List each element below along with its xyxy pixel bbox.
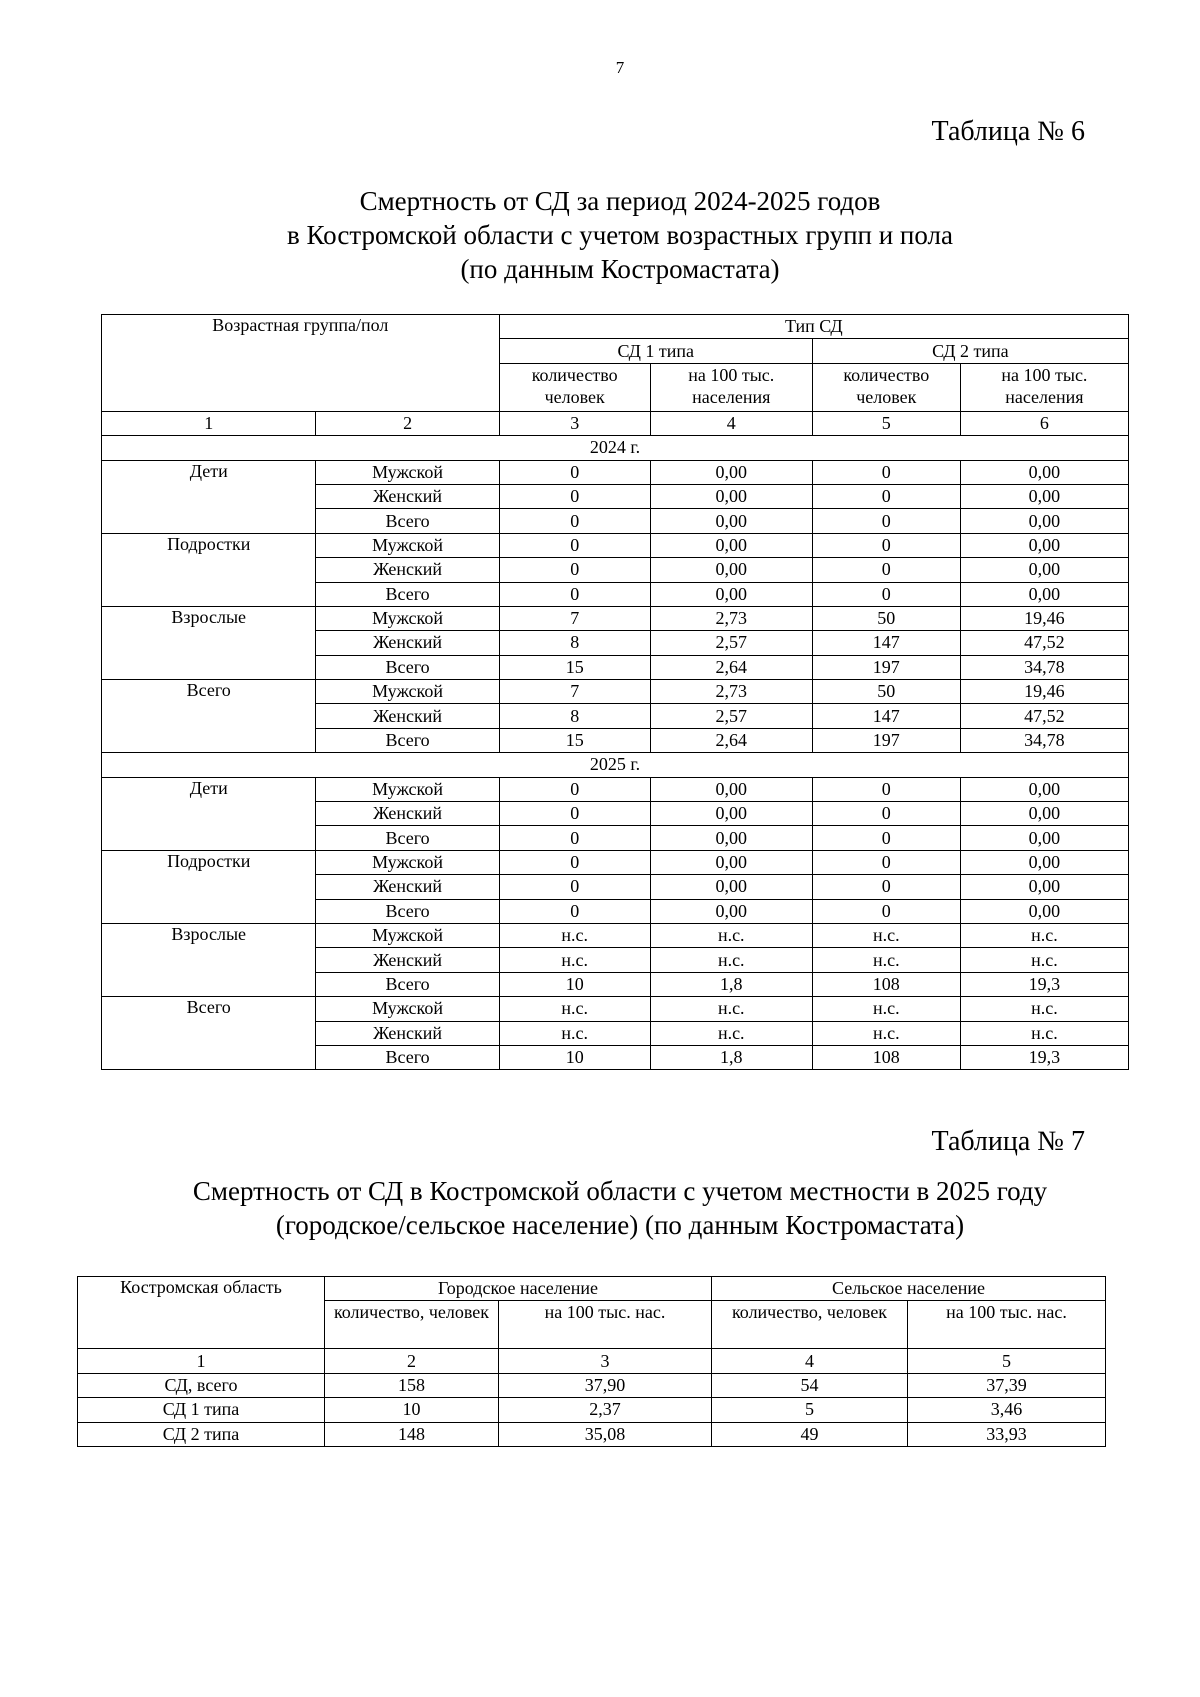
col-number: 5 — [908, 1349, 1106, 1373]
value-cell: 34,78 — [960, 728, 1128, 752]
value-cell: н.с. — [960, 1021, 1128, 1045]
value-cell: 1,8 — [650, 972, 812, 996]
value-cell: 0 — [812, 558, 960, 582]
value-cell: 0,00 — [960, 899, 1128, 923]
value-cell: н.с. — [960, 997, 1128, 1021]
value-cell: 19,46 — [960, 680, 1128, 704]
table-row — [78, 1373, 1106, 1397]
table7-title — [0, 1174, 1200, 1242]
sex-cell: Женский — [316, 875, 499, 899]
header-type2: СД 2 типа — [812, 339, 1128, 363]
col-number: 4 — [650, 411, 812, 435]
value-cell: 2,73 — [650, 606, 812, 630]
sex-cell: Мужской — [316, 680, 499, 704]
table6-title — [0, 184, 1200, 286]
value-cell: 0 — [499, 484, 650, 508]
sex-cell: Мужской — [316, 533, 499, 557]
sex-cell: Женский — [316, 948, 499, 972]
sex-cell: Женский — [316, 631, 499, 655]
row-label-cell: СД 2 типа — [78, 1422, 325, 1446]
value-cell: 0,00 — [650, 558, 812, 582]
age-group-cell: Подростки — [102, 850, 316, 923]
value-cell: 0,00 — [650, 777, 812, 801]
value-cell: н.с. — [960, 948, 1128, 972]
value-cell: 0,00 — [960, 826, 1128, 850]
header-count: количество, человек — [325, 1301, 499, 1349]
value-cell: н.с. — [499, 1021, 650, 1045]
header-per100k: на 100 тыс. населения — [960, 363, 1128, 411]
col-number: 5 — [812, 411, 960, 435]
value-cell: 0 — [499, 582, 650, 606]
value-cell: 0,00 — [650, 484, 812, 508]
value-cell: 0,00 — [960, 460, 1128, 484]
sex-cell: Мужской — [316, 606, 499, 630]
sex-cell: Всего — [316, 509, 499, 533]
value-cell: н.с. — [499, 948, 650, 972]
value-cell: 0,00 — [650, 850, 812, 874]
value-cell: 0 — [499, 802, 650, 826]
table-row — [102, 606, 1129, 630]
value-cell: 158 — [325, 1373, 499, 1397]
table-row — [102, 680, 1129, 704]
value-cell: 2,57 — [650, 631, 812, 655]
value-cell: 0,00 — [650, 460, 812, 484]
header-rural: Сельское население — [712, 1277, 1106, 1301]
table-row — [102, 460, 1129, 484]
value-cell: 0 — [499, 533, 650, 557]
header-count: количество, человек — [712, 1301, 908, 1349]
sex-cell: Всего — [316, 972, 499, 996]
sex-cell: Всего — [316, 826, 499, 850]
sex-cell: Мужской — [316, 923, 499, 947]
value-cell: 10 — [499, 1045, 650, 1069]
table7-caption: Таблица № 7 — [931, 1126, 1085, 1157]
year-row — [102, 753, 1129, 777]
value-cell: 0,00 — [650, 533, 812, 557]
value-cell: н.с. — [499, 923, 650, 947]
value-cell: 5 — [712, 1398, 908, 1422]
value-cell: 0,00 — [650, 875, 812, 899]
value-cell: 0 — [812, 533, 960, 557]
value-cell: 35,08 — [499, 1422, 712, 1446]
value-cell: 0 — [812, 582, 960, 606]
value-cell: 34,78 — [960, 655, 1128, 679]
table7 — [77, 1276, 1106, 1447]
value-cell: н.с. — [650, 923, 812, 947]
value-cell: 50 — [812, 680, 960, 704]
value-cell: 7 — [499, 680, 650, 704]
value-cell: н.с. — [650, 948, 812, 972]
value-cell: 0 — [499, 558, 650, 582]
value-cell: н.с. — [812, 923, 960, 947]
age-group-cell: Всего — [102, 997, 316, 1070]
value-cell: 19,46 — [960, 606, 1128, 630]
value-cell: 33,93 — [908, 1422, 1106, 1446]
sex-cell: Женский — [316, 704, 499, 728]
age-group-cell: Подростки — [102, 533, 316, 606]
table7-title-line: Смертность от СД в Костромской области с учетом местности в 2025 году — [192, 1176, 1048, 1206]
sex-cell: Всего — [316, 899, 499, 923]
table6 — [101, 314, 1129, 1070]
value-cell: 0,00 — [650, 802, 812, 826]
sex-cell: Мужской — [316, 777, 499, 801]
sex-cell: Мужской — [316, 997, 499, 1021]
sex-cell: Женский — [316, 1021, 499, 1045]
col-number: 2 — [325, 1349, 499, 1373]
value-cell: 0 — [499, 460, 650, 484]
year-label: 2024 г. — [102, 436, 1129, 460]
col-number: 3 — [499, 411, 650, 435]
sex-cell: Мужской — [316, 460, 499, 484]
value-cell: 0,00 — [960, 802, 1128, 826]
header-per100k: на 100 тыс. нас. — [908, 1301, 1106, 1349]
header-urban: Городское население — [325, 1277, 712, 1301]
value-cell: 0,00 — [650, 899, 812, 923]
table-row — [78, 1398, 1106, 1422]
value-cell: 0 — [499, 509, 650, 533]
sex-cell: Женский — [316, 484, 499, 508]
value-cell: 148 — [325, 1422, 499, 1446]
value-cell: 0,00 — [960, 484, 1128, 508]
year-row — [102, 436, 1129, 460]
col-number: 1 — [78, 1349, 325, 1373]
value-cell: 0 — [499, 850, 650, 874]
value-cell: 15 — [499, 728, 650, 752]
value-cell: н.с. — [650, 1021, 812, 1045]
value-cell: 7 — [499, 606, 650, 630]
value-cell: 0 — [812, 460, 960, 484]
sex-cell: Всего — [316, 582, 499, 606]
value-cell: 50 — [812, 606, 960, 630]
year-label: 2025 г. — [102, 753, 1129, 777]
sex-cell: Женский — [316, 558, 499, 582]
col-number: 6 — [960, 411, 1128, 435]
value-cell: н.с. — [960, 923, 1128, 947]
table-row — [102, 777, 1129, 801]
row-label-cell: СД, всего — [78, 1373, 325, 1397]
table6-caption: Таблица № 6 — [931, 116, 1085, 147]
value-cell: 147 — [812, 631, 960, 655]
value-cell: 0 — [499, 826, 650, 850]
value-cell: 147 — [812, 704, 960, 728]
value-cell: 37,90 — [499, 1373, 712, 1397]
age-group-cell: Дети — [102, 777, 316, 850]
age-group-cell: Всего — [102, 680, 316, 753]
value-cell: 47,52 — [960, 704, 1128, 728]
value-cell: 0 — [812, 875, 960, 899]
value-cell: 0 — [812, 509, 960, 533]
table-row — [78, 1422, 1106, 1446]
value-cell: 8 — [499, 704, 650, 728]
col-number: 1 — [102, 411, 316, 435]
value-cell: 0 — [499, 899, 650, 923]
value-cell: 0,00 — [960, 875, 1128, 899]
age-group-cell: Дети — [102, 460, 316, 533]
header-region: Костромская область — [78, 1277, 325, 1349]
header-type: Тип СД — [499, 315, 1128, 339]
value-cell: 19,3 — [960, 972, 1128, 996]
col-number: 4 — [712, 1349, 908, 1373]
header-count: количество человек — [499, 363, 650, 411]
value-cell: 3,46 — [908, 1398, 1106, 1422]
value-cell: 108 — [812, 1045, 960, 1069]
table-row — [102, 997, 1129, 1021]
value-cell: 0 — [812, 802, 960, 826]
value-cell: 10 — [325, 1398, 499, 1422]
value-cell: 2,64 — [650, 655, 812, 679]
table-row — [102, 850, 1129, 874]
value-cell: 0 — [812, 899, 960, 923]
value-cell: 8 — [499, 631, 650, 655]
page-number: 7 — [615, 58, 625, 77]
value-cell: 2,57 — [650, 704, 812, 728]
value-cell: 0,00 — [960, 509, 1128, 533]
value-cell: 0 — [812, 826, 960, 850]
col-number: 3 — [499, 1349, 712, 1373]
value-cell: н.с. — [499, 997, 650, 1021]
table-row — [102, 923, 1129, 947]
header-per100k: на 100 тыс. нас. — [499, 1301, 712, 1349]
value-cell: 54 — [712, 1373, 908, 1397]
value-cell: 10 — [499, 972, 650, 996]
value-cell: 0 — [812, 850, 960, 874]
value-cell: 0 — [812, 777, 960, 801]
value-cell: 1,8 — [650, 1045, 812, 1069]
value-cell: н.с. — [812, 1021, 960, 1045]
sex-cell: Всего — [316, 1045, 499, 1069]
value-cell: 197 — [812, 655, 960, 679]
table-row — [102, 533, 1129, 557]
value-cell: 0 — [812, 484, 960, 508]
table6-title-line: в Костромской области с учетом возрастных групп и пола — [287, 220, 953, 250]
value-cell: н.с. — [812, 997, 960, 1021]
header-type1: СД 1 типа — [499, 339, 812, 363]
value-cell: 0,00 — [960, 582, 1128, 606]
value-cell: н.с. — [812, 948, 960, 972]
header-count: количество человек — [812, 363, 960, 411]
value-cell: 0,00 — [960, 558, 1128, 582]
value-cell: 2,73 — [650, 680, 812, 704]
row-label-cell: СД 1 типа — [78, 1398, 325, 1422]
value-cell: 0,00 — [650, 509, 812, 533]
value-cell: 0,00 — [960, 533, 1128, 557]
value-cell: 37,39 — [908, 1373, 1106, 1397]
value-cell: 108 — [812, 972, 960, 996]
value-cell: 197 — [812, 728, 960, 752]
sex-cell: Женский — [316, 802, 499, 826]
sex-cell: Всего — [316, 728, 499, 752]
value-cell: 0,00 — [960, 850, 1128, 874]
table6-title-line: Смертность от СД за период 2024-2025 годов — [359, 186, 881, 216]
header-group-sex: Возрастная группа/пол — [102, 315, 500, 412]
age-group-cell: Взрослые — [102, 606, 316, 679]
value-cell: 0 — [499, 875, 650, 899]
col-number: 2 — [316, 411, 499, 435]
value-cell: 2,64 — [650, 728, 812, 752]
header-per100k: на 100 тыс. населения — [650, 363, 812, 411]
table7-title-line: (городское/сельское население) (по данным Костромастата) — [275, 1210, 965, 1240]
value-cell: 15 — [499, 655, 650, 679]
value-cell: н.с. — [650, 997, 812, 1021]
value-cell: 47,52 — [960, 631, 1128, 655]
value-cell: 2,37 — [499, 1398, 712, 1422]
sex-cell: Всего — [316, 655, 499, 679]
table6-title-line: (по данным Костромастата) — [460, 254, 780, 284]
value-cell: 0 — [499, 777, 650, 801]
value-cell: 0,00 — [650, 582, 812, 606]
value-cell: 0,00 — [960, 777, 1128, 801]
sex-cell: Мужской — [316, 850, 499, 874]
value-cell: 19,3 — [960, 1045, 1128, 1069]
value-cell: 49 — [712, 1422, 908, 1446]
value-cell: 0,00 — [650, 826, 812, 850]
age-group-cell: Взрослые — [102, 923, 316, 996]
